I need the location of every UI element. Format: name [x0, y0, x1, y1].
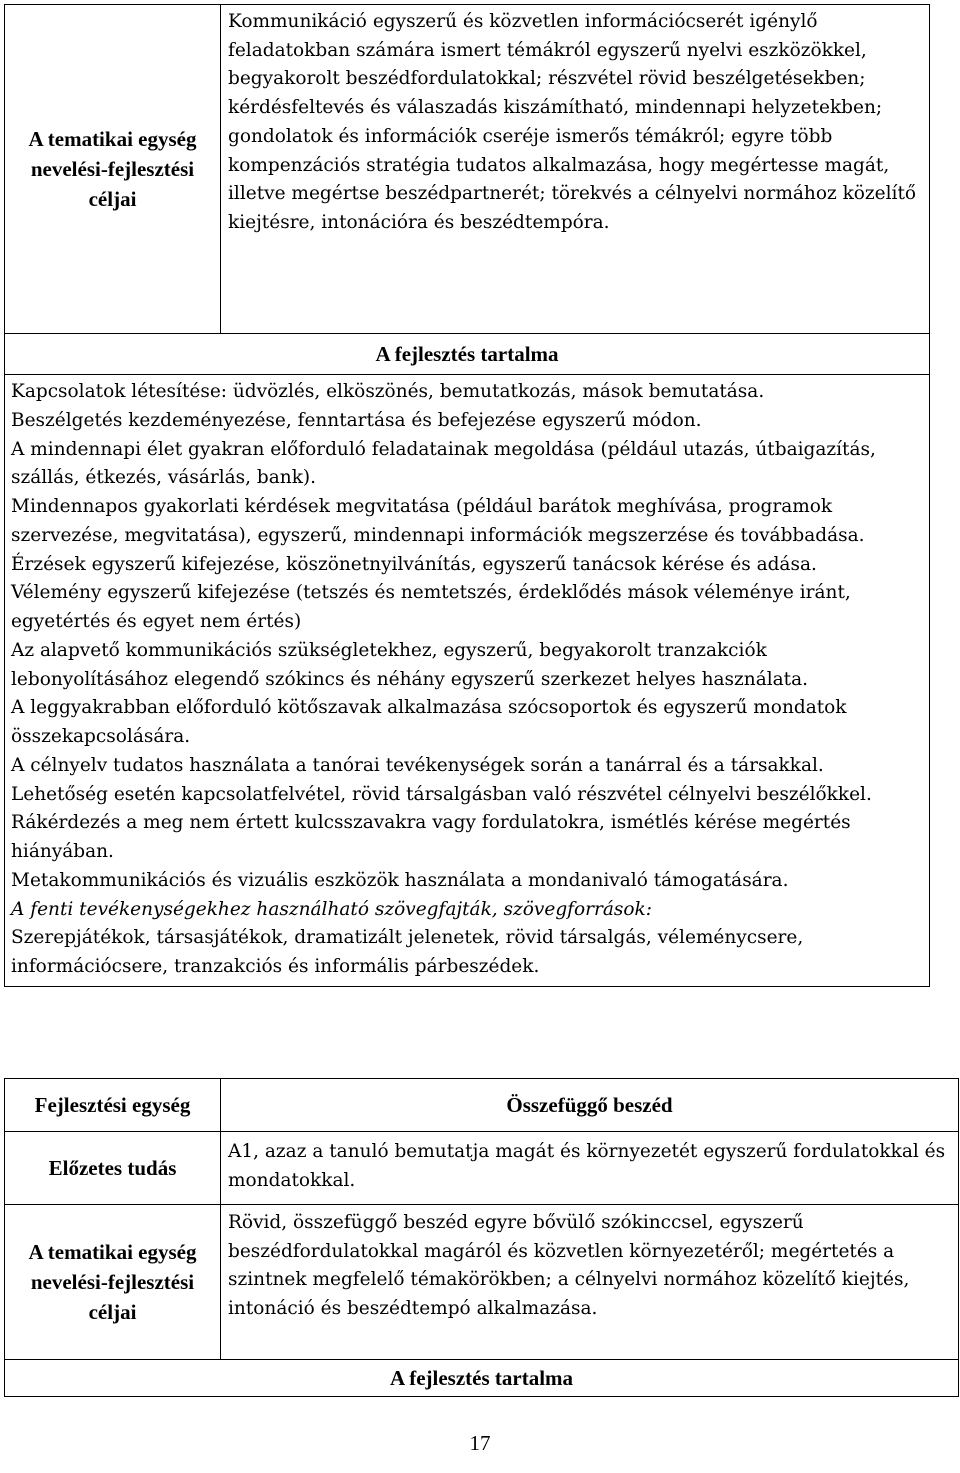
content-line: A leggyakrabban előforduló kötőszavak alkalmazása szócsoportok és egyszerű mondatok összekapcsolására. — [11, 697, 847, 747]
goals2-label — [5, 1205, 221, 1360]
content-line: Érzések egyszerű kifejezése, köszönetnyilvánítás, egyszerű tanácsok kérése és adása. — [11, 553, 817, 575]
content-heading: A fejlesztés tartalma — [5, 334, 930, 375]
content-line: Mindennapos gyakorlati kérdések megvitatása (például barátok meghívása, programok szervezése, megvitatása), egyszerű, mindennapi információk megszerzése és továbbadása. — [11, 496, 865, 546]
content-row — [5, 375, 930, 987]
content-line: Kapcsolatok létesítése: üdvözlés, elköszönés, bemutatkozás, mások bemutatása. — [11, 381, 765, 402]
goals-content-table — [4, 4, 930, 987]
content-cell — [5, 375, 930, 987]
content-line: Vélemény egyszerű kifejezése (tetszés és nemtetszés, érdeklődés mások véleménye iránt, egyetértés és egyet nem értés) — [11, 582, 851, 632]
prior-text: A1, azaz a tanuló bemutatja magát és környezetét egyszerű fordulatokkal és mondatokkal. — [221, 1132, 959, 1205]
goals-label-text: A tematikai egység nevelési-fejlesztési céljai — [28, 127, 197, 211]
content-line: Rákérdezés a meg nem értett kulcsszavakra vagy fordulatokra, ismétlés kérése megértés hiányában. — [11, 812, 851, 862]
content2-heading-row — [5, 1360, 959, 1397]
goals2-label-text: A tematikai egység nevelési-fejlesztési céljai — [28, 1240, 197, 1324]
goals-label — [5, 5, 221, 334]
content-line: A célnyelv tudatos használata a tanórai tevékenységek során a tanárral és a társakkal. — [11, 754, 824, 776]
content2-heading: A fejlesztés tartalma — [5, 1360, 959, 1397]
unit-row — [5, 1079, 959, 1132]
page-number: 17 — [469, 1431, 491, 1455]
goals2-row — [5, 1205, 959, 1360]
prior-row — [5, 1132, 959, 1205]
unit-value: Összefüggő beszéd — [221, 1079, 959, 1132]
goals-text: Kommunikáció egyszerű és közvetlen információcserét igénylő feladatokban számára ismert témákról egyszerű nyelvi eszközökkel, begyakorolt beszédfordulatokkal; részvétel rövid beszélgetésekben; kérdésfeltevés és válaszadás kiszámítható, mindennapi helyzetekben; gondolatok és információk cseréje ismerős témákról; egyre több kompenzációs stratégia tudatos alkalmazása, hogy megértesse magát, illetve megértse beszédpartnerét; törekvés a célnyelvi normához közelítő kiejtésre, intonációra és beszédtempóra. — [221, 5, 930, 334]
content-line: Metakommunikációs és vizuális eszközök használata a mondanivaló támogatására. — [11, 869, 789, 891]
content-line: Lehetőség esetén kapcsolatfelvétel, rövid társalgásban való részvétel célnyelvi beszélőkkel. — [11, 783, 872, 805]
content-heading-row — [5, 334, 930, 375]
text-types: Szerepjátékok, társasjátékok, dramatizált jelenetek, rövid társalgás, véleménycsere, információcsere, tranzakciós és informális párbeszédek. — [11, 927, 804, 977]
text-types-heading: A fenti tevékenységekhez használható szövegfajták, szövegforrások: — [11, 898, 652, 920]
content-line: Beszélgetés kezdeményezése, fenntartása és befejezése egyszerű módon. — [11, 409, 702, 431]
goals-row — [5, 5, 930, 334]
content-line: Az alapvető kommunikációs szükségletekhez, egyszerű, begyakorolt tranzakciók lebonyolításához elegendő szókincs és néhány egyszerű szerkezet helyes használata. — [11, 639, 809, 690]
goals2-text: Rövid, összefüggő beszéd egyre bővülő szókinccsel, egyszerű beszédfordulatokkal magáról és közvetlen környezetéről; megértetés a szintnek megfelelő témakörökben; a célnyelvi normához közelítő kiejtés, intonáció és beszédtempó alkalmazása. — [221, 1205, 959, 1360]
prior-label: Előzetes tudás — [5, 1132, 221, 1205]
unit-label: Fejlesztési egység — [5, 1079, 221, 1132]
content-line: A mindennapi élet gyakran előforduló feladatainak megoldása (például utazás, útbaigazítás, szállás, étkezés, vásárlás, bank). — [11, 438, 876, 489]
unit-table — [4, 1078, 959, 1397]
